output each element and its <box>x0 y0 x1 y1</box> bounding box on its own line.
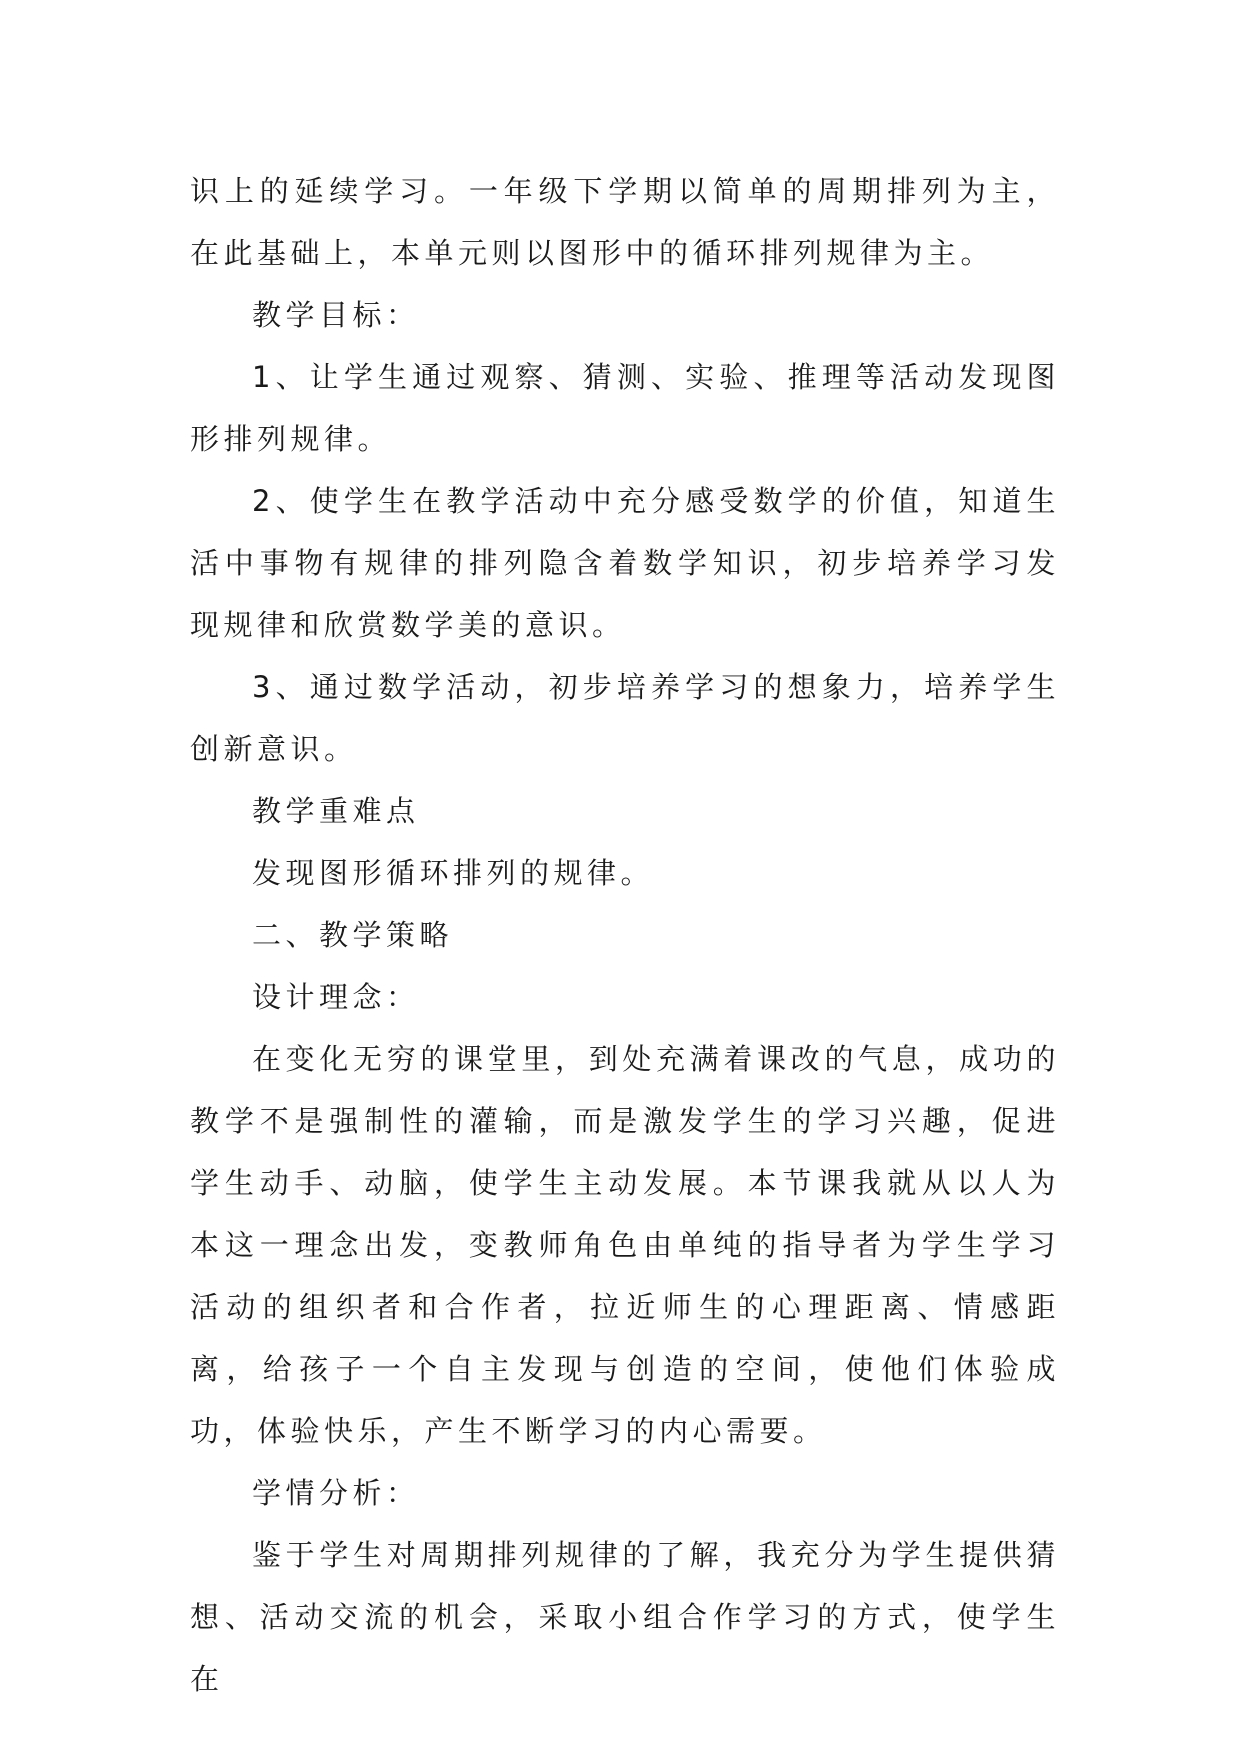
document-body <box>190 160 1060 1710</box>
learner-analysis-text: 鉴于学生对周期排列规律的了解，我充分为学生提供猜想、活动交流的机会，采取小组合作学习的方式，使学生在 <box>190 1538 1060 1696</box>
heading-key-difficulties: 教学重难点 <box>252 794 420 828</box>
goal-item-1: 1、让学生通过观察、猜测、实验、推理等活动发现图形排列规律。 <box>190 360 1060 456</box>
heading-teaching-goals: 教学目标： <box>252 298 420 332</box>
goal-item-3: 3、通过数学活动，初步培养学习的想象力，培养学生创新意识。 <box>190 670 1060 766</box>
design-concept-text: 在变化无穷的课堂里，到处充满着课改的气息，成功的教学不是强制性的灌输，而是激发学生的学习兴趣，促进学生动手、动脑，使学生主动发展。本节课我就从以人为本这一理念出发，变教师角色由单纯的指导者为学生学习活动的组织者和合作者，拉近师生的心理距离、情感距离，给孩子一个自主发现与创造的空间，使他们体验成功，体验快乐，产生不断学习的内心需要。 <box>190 1042 1060 1448</box>
section-heading-teaching-strategy: 二、教学策略 <box>252 918 454 952</box>
heading-design-concept: 设计理念： <box>252 980 420 1014</box>
key-difficulty-text: 发现图形循环排列的规律。 <box>252 856 655 890</box>
paragraph-continuation: 识上的延续学习。一年级下学期以简单的周期排列为主，在此基础上，本单元则以图形中的循环排列规律为主。 <box>190 174 1060 270</box>
goal-item-2: 2、使学生在教学活动中充分感受数学的价值，知道生活中事物有规律的排列隐含着数学知识，初步培养学习发现规律和欣赏数学美的意识。 <box>190 484 1060 642</box>
heading-learner-analysis: 学情分析： <box>252 1476 420 1510</box>
